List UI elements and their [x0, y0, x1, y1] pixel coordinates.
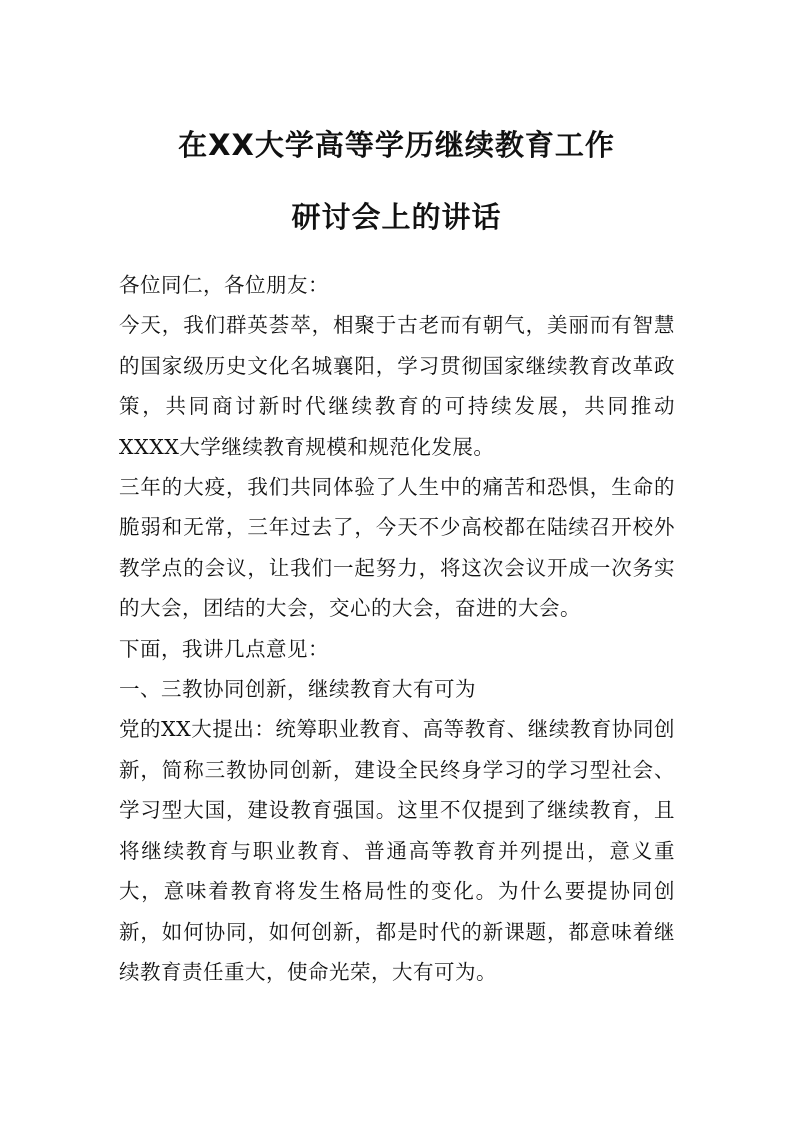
document-title-line-2: 研讨会上的讲话: [291, 200, 502, 234]
section-1-paragraph: 党的XX大提出：统筹职业教育、高等教育、继续教育协同创新，简称三教协同创新，建设全民终身学习的学习型社会、学习型大国，建设教育强国。这里不仅提到了继续教育，且将继续教育与职业教育、普通高等教育并列提出，意义重大，意味着教育将发生格局性的变化。为什么要提协同创新，如何协同，如何创新，都是时代的新课题，都意味着继续教育责任重大，使命光荣，大有可为。: [119, 717, 675, 984]
opening-paragraph: 今天，我们群英荟萃，相聚于古老而有朝气，美丽而有智慧的国家级历史文化名城襄阳，学习贯彻国家继续教育改革政策，共同商讨新时代继续教育的可持续发展，共同推动XXXX大学继续教育规模和规范化发展。: [119, 313, 675, 459]
transition-paragraph: 下面，我讲几点意见：: [119, 636, 329, 661]
document-body: [119, 265, 675, 992]
pandemic-paragraph: 三年的大疫，我们共同体验了人生中的痛苦和恐惧，生命的脆弱和无常，三年过去了，今天不少高校都在陆续召开校外教学点的会议，让我们一起努力，将这次会议开成一次务实的大会，团结的大会，交心的大会，奋进的大会。: [119, 475, 675, 621]
salutation-paragraph: 各位同仁，各位朋友：: [119, 273, 329, 297]
section-heading-1: 一、三教协同创新，继续教育大有可为: [119, 677, 476, 702]
document-title-line-1: 在XX大学高等学历继续教育工作: [178, 128, 615, 162]
